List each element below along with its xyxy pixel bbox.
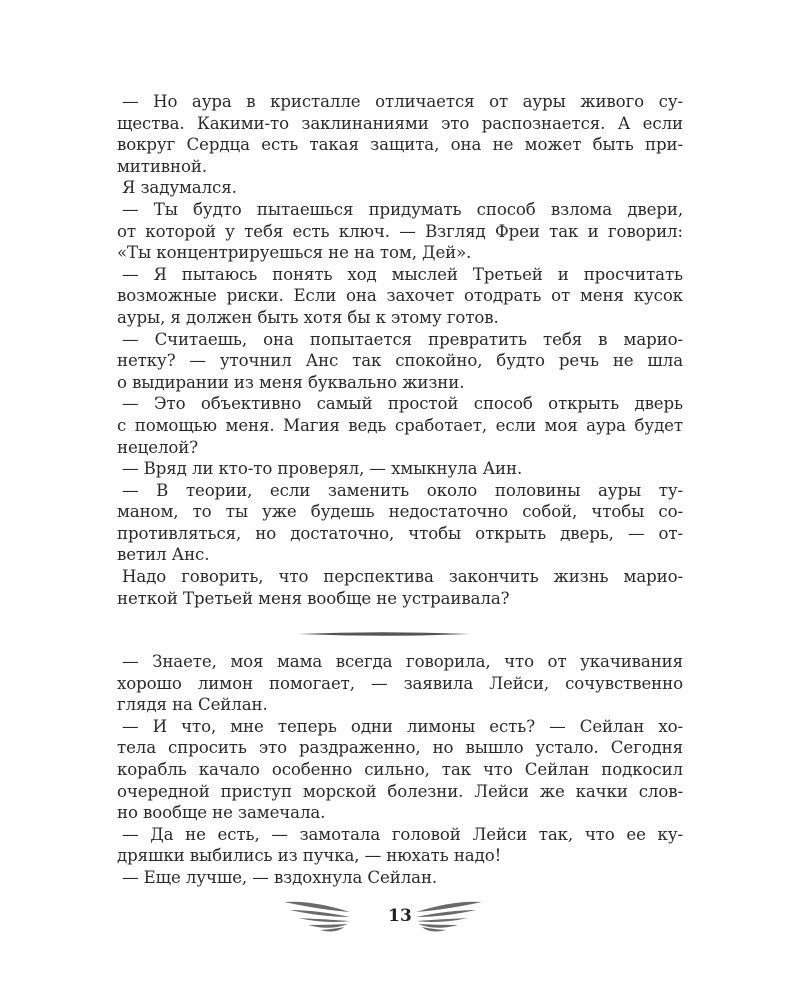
text-line: — Считаешь, она попытается превратить тебя в марио- xyxy=(122,329,683,349)
text-line: — Но аура в кристалле отличается от ауры живого су- xyxy=(122,92,683,111)
left-wing-icon xyxy=(282,898,352,936)
text-line: дряшки выбились из пучка, — нюхать надо! xyxy=(117,846,502,866)
text-line: тела спросить это раздраженно, но вышло устало. Сегодня xyxy=(117,738,683,758)
text-line: возможные риски. Если она захочет отодрать от меня кусок xyxy=(117,286,683,306)
text-line: щества. Какими-то заклинаниями это распознается. А если xyxy=(117,113,683,133)
text-line: хорошо лимон помогает, — заявила Лейси, сочувственно xyxy=(117,673,683,693)
text-line: — Я пытаюсь понять ход мыслей Третьей и просчитать xyxy=(122,264,683,284)
text-line: — Знаете, моя мама всегда говорила, что от укачивания xyxy=(122,652,683,671)
text-line: противляться, но достаточно, чтобы открыть дверь, — от- xyxy=(117,523,683,543)
right-wing-icon xyxy=(414,898,484,936)
text-line: «Ты концентрируешься не на том, Дей». xyxy=(117,243,472,263)
text-section-2 xyxy=(117,651,683,889)
text-line: ветил Анс. xyxy=(117,545,210,565)
text-line: глядя на Сейлан. xyxy=(117,695,268,715)
text-line: неткой Третьей меня вообще не устраивала? xyxy=(117,588,510,608)
text-line: нецелой? xyxy=(117,437,199,457)
page-number: 13 xyxy=(388,906,412,926)
text-line: — Еще лучше, — вздохнула Сейлан. xyxy=(122,867,438,887)
text-section-1 xyxy=(117,91,683,609)
text-line: Я задумался. xyxy=(122,178,237,198)
text-line: Надо говорить, что перспектива закончить жизнь марио- xyxy=(122,567,683,587)
text-line: — И что, мне теперь одни лимоны есть? — Сейлан хо- xyxy=(122,716,683,736)
text-line: от которой у тебя есть ключ. — Взгляд Фреи так и говорил: xyxy=(117,221,683,241)
text-line: корабль качало особенно сильно, так что Сейлан подкосил xyxy=(117,759,683,779)
text-line: вокруг Сердца есть такая защита, она не может быть при- xyxy=(117,135,683,155)
text-line: с помощью меня. Магия ведь сработает, если моя аура будет xyxy=(117,415,683,435)
text-line: ауры, я должен быть хотя бы к этому готов. xyxy=(117,307,499,327)
section-divider xyxy=(298,631,470,637)
text-line: — Да не есть, — замотала головой Лейси так, что ее ку- xyxy=(122,824,683,844)
text-line: но вообще не замечала. xyxy=(117,803,326,823)
text-line: — Ты будто пытаешься придумать способ взлома двери, xyxy=(122,199,683,219)
page-footer xyxy=(0,898,800,938)
text-line: очередной приступ морской болезни. Лейси же качки слов- xyxy=(117,781,683,801)
text-line: — В теории, если заменить около половины ауры ту- xyxy=(122,480,683,500)
text-line: нетку? — уточнил Анс так спокойно, будто речь не шла xyxy=(117,351,683,371)
text-line: митивной. xyxy=(117,156,208,176)
text-line: — Вряд ли кто-то проверял, — хмыкнула Аин. xyxy=(122,459,523,479)
text-line: о выдирании из меня буквально жизни. xyxy=(117,372,465,392)
text-line: — Это объективно самый простой способ открыть дверь xyxy=(122,394,683,414)
text-line: маном, то ты уже будешь недостаточно собой, чтобы со- xyxy=(117,502,683,522)
